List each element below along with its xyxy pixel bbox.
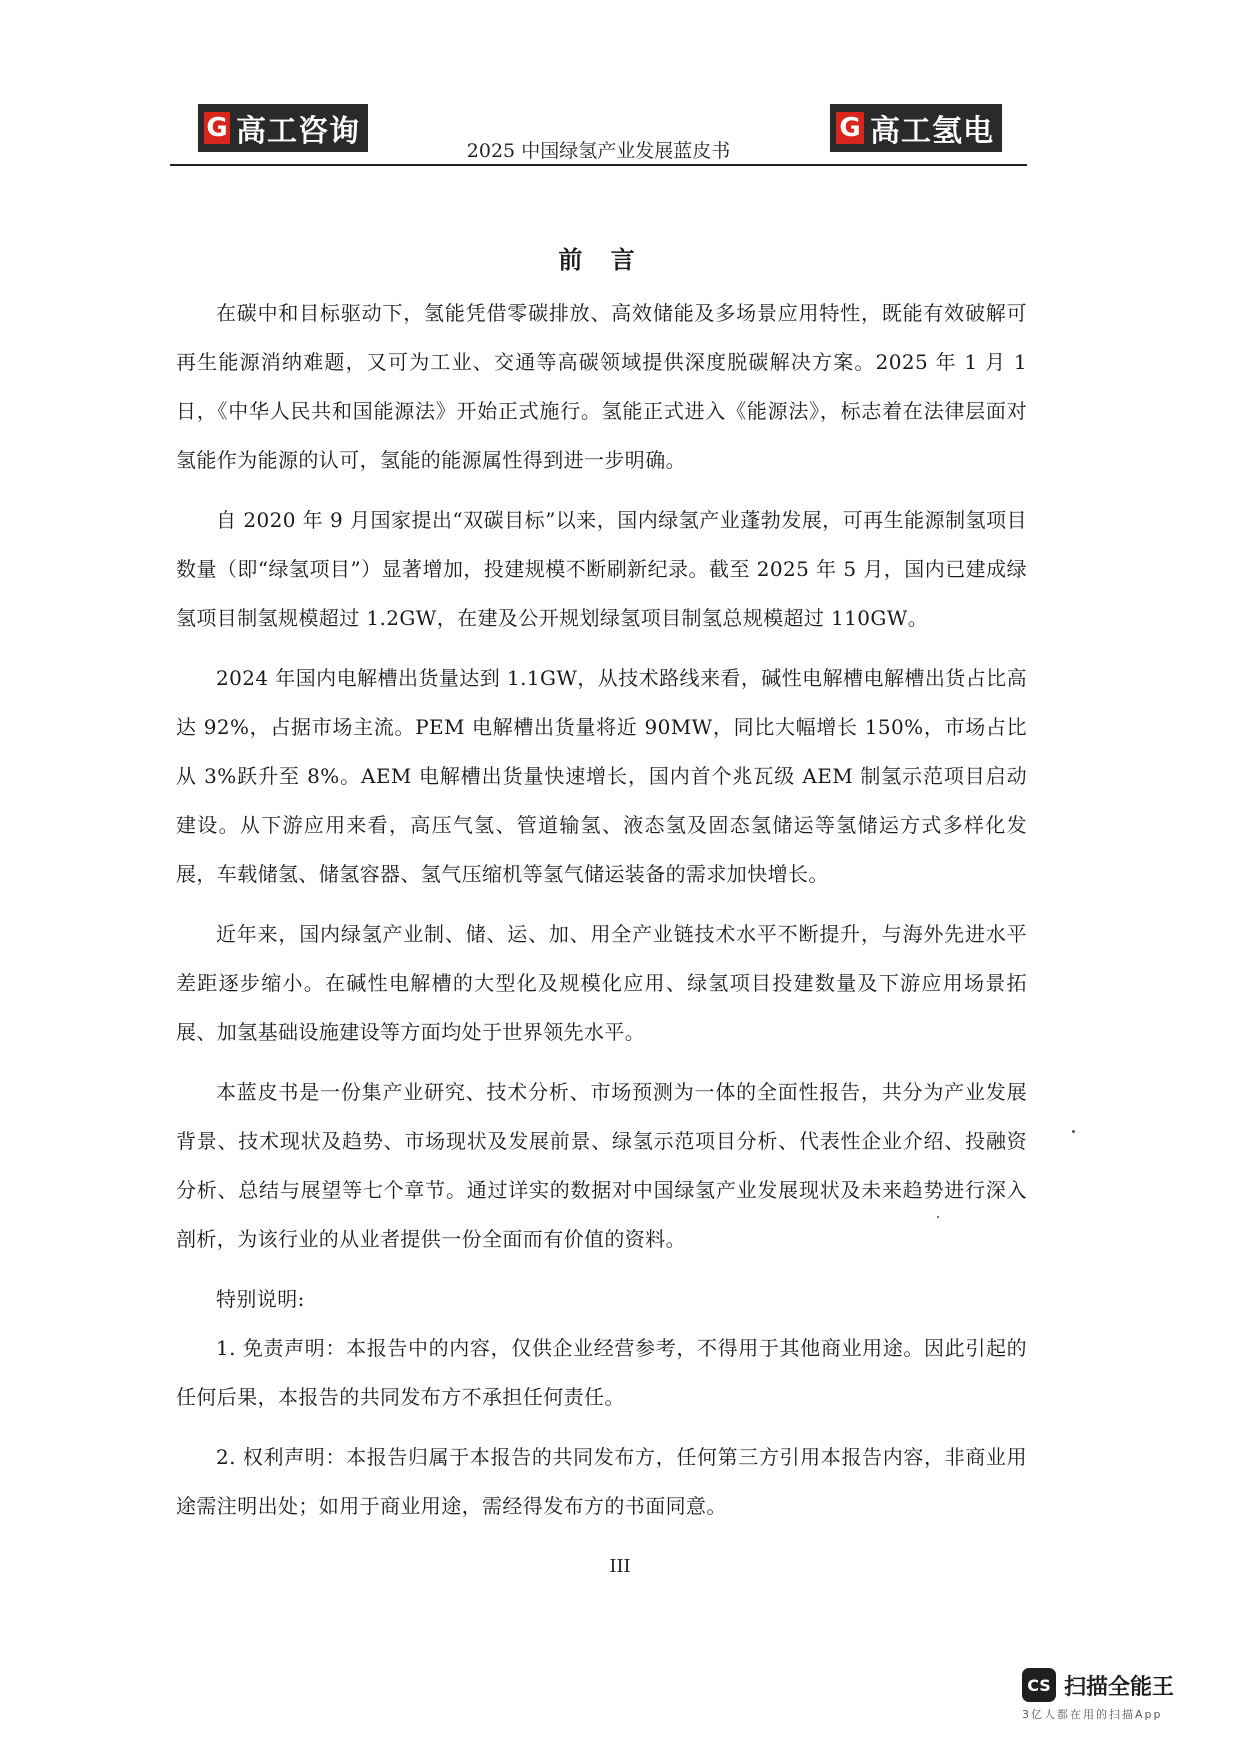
page-number: III <box>609 1556 631 1577</box>
page-header <box>170 104 1027 166</box>
disclaimer-paragraph: 1. 免责声明：本报告中的内容，仅供企业经营参考，不得用于其他商业用途。因此引起的任何后果，本报告的共同发布方不承担任何责任。 <box>176 1336 1027 1409</box>
running-header-title: 2025 中国绿氢产业发展蓝皮书 <box>466 140 731 162</box>
paragraph: 自 2020 年 9 月国家提出“双碳目标”以来，国内绿氢产业蓬勃发展，可再生能源制氢项目数量（即“绿氢项目”）显著增加，投建规模不断刷新纪录。截至 2025 年 5 月，国内已建成绿氢项目制氢规模超过 1.2GW，在建及公开规划绿氢项目制氢总规模超过 110GW。 <box>176 508 1027 630</box>
header-rule <box>170 164 1027 166</box>
watermark-name: 扫描全能王 <box>1064 1674 1175 1700</box>
scanner-watermark <box>1022 1668 1222 1738</box>
scan-speck <box>937 1216 939 1218</box>
paragraph: 在碳中和目标驱动下，氢能凭借零碳排放、高效储能及多场景应用特性，既能有效破解可再生能源消纳难题，又可为工业、交通等高碳领域提供深度脱碳解决方案。2025 年 1 月 1 日，《中华人民共和国能源法》开始正式施行。氢能正式进入《能源法》，标志着在法律层面对氢能作为能源的认可，氢能的能源属性得到进一步明确。 <box>176 301 1027 472</box>
watermark-slogan: 3亿人都在用的扫描App <box>1022 1708 1163 1721</box>
paragraph: 本蓝皮书是一份集产业研究、技术分析、市场预测为一体的全面性报告，共分为产业发展背景、技术现状及趋势、市场现状及发展前景、绿氢示范项目分析、代表性企业介绍、投融资分析、总结与展望等七个章节。通过详实的数据对中国绿氢产业发展现状及未来趋势进行深入剖析，为该行业的从业者提供一份全面而有价值的资料。 <box>176 1080 1027 1251</box>
special-note-heading: 特别说明: <box>216 1287 305 1311</box>
rights-paragraph: 2. 权利声明：本报告归属于本报告的共同发布方，任何第三方引用本报告内容，非商业用途需注明出处；如用于商业用途，需经得发布方的书面同意。 <box>176 1445 1027 1518</box>
logo-mark: G <box>836 112 864 144</box>
logo-mark: G <box>204 112 230 144</box>
logo-text: 高工氢电 <box>870 114 994 149</box>
paragraph: 近年来，国内绿氢产业制、储、运、加、用全产业链技术水平不断提升，与海外先进水平差距逐步缩小。在碱性电解槽的大型化及规模化应用、绿氢项目投建数量及下游应用场景拓展、加氢基础设施建设等方面均处于世界领先水平。 <box>176 922 1027 1044</box>
logo-text: 高工咨询 <box>236 114 360 149</box>
camscanner-icon: CS <box>1022 1668 1056 1702</box>
scan-speck <box>1072 1130 1075 1133</box>
gaogong-hydrogen-logo <box>830 104 1002 152</box>
section-title: 前 言 <box>558 245 645 274</box>
preface-body <box>176 240 1027 1542</box>
paragraph: 2024 年国内电解槽出货量达到 1.1GW，从技术路线来看，碱性电解槽电解槽出货占比高达 92%，占据市场主流。PEM 电解槽出货量将近 90MW，同比大幅增长 150%，市场占比从 3%跃升至 8%。AEM 电解槽出货量快速增长，国内首个兆瓦级 AEM 制氢示范项目启动建设。从下游应用来看，高压气氢、管道输氢、液态氢及固态氢储运等氢储运方式多样化发展，车载储氢、储氢容器、氢气压缩机等氢气储运装备的需求加快增长。 <box>176 666 1027 886</box>
